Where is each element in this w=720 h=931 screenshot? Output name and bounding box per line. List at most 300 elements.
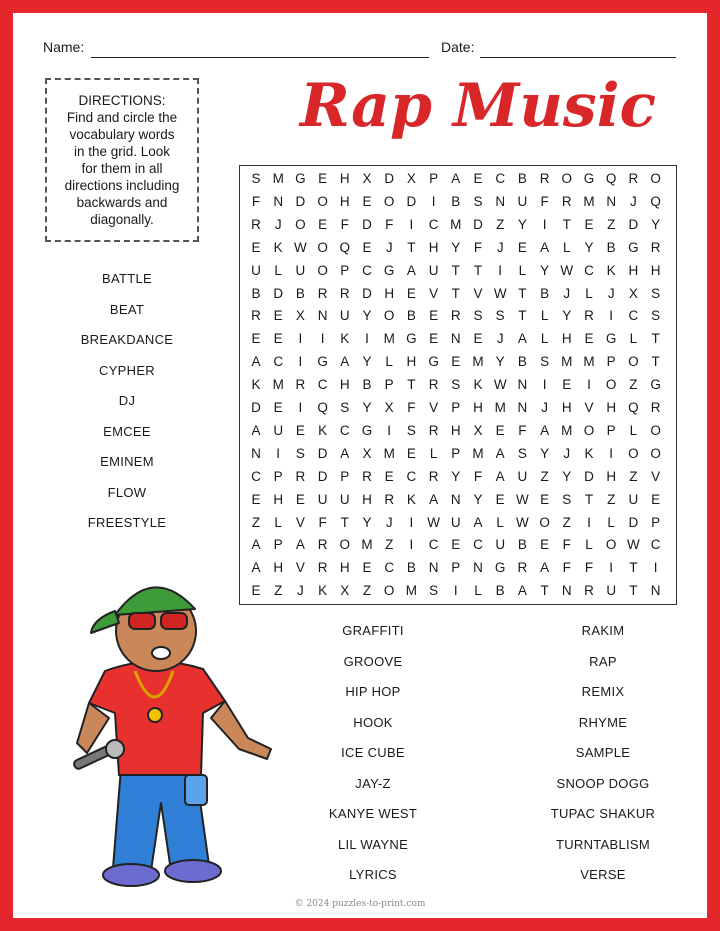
grid-letter[interactable]: U [495, 537, 506, 553]
grid-letter[interactable]: L [496, 514, 504, 530]
grid-letter[interactable]: O [317, 239, 328, 255]
grid-letter[interactable]: K [606, 262, 616, 278]
grid-letter[interactable]: R [384, 491, 395, 507]
grid-letter[interactable]: A [517, 583, 527, 599]
grid-letter[interactable]: J [385, 239, 393, 255]
grid-letter[interactable]: T [540, 583, 549, 599]
grid-letter[interactable]: J [563, 445, 571, 461]
grid-letter[interactable]: I [498, 262, 503, 278]
grid-letter[interactable]: N [473, 560, 483, 576]
grid-letter[interactable]: S [340, 400, 350, 415]
grid-letter[interactable]: P [606, 422, 616, 438]
grid-letter[interactable]: R [317, 560, 328, 576]
grid-letter[interactable]: W [627, 537, 640, 553]
grid-letter[interactable]: S [651, 285, 661, 301]
grid-letter[interactable]: C [495, 171, 506, 186]
grid-letter[interactable]: U [517, 193, 528, 209]
grid-letter[interactable]: S [540, 354, 550, 370]
grid-letter[interactable]: P [451, 445, 461, 461]
grid-letter[interactable]: B [517, 171, 527, 186]
grid-letter[interactable]: P [651, 514, 661, 530]
grid-letter[interactable]: N [251, 445, 261, 461]
grid-letter[interactable]: C [273, 354, 284, 370]
grid-letter[interactable]: X [295, 308, 305, 324]
grid-letter[interactable]: H [339, 171, 350, 186]
grid-letter[interactable]: F [473, 239, 483, 255]
grid-letter[interactable]: D [362, 285, 372, 301]
grid-letter[interactable]: R [362, 468, 372, 484]
grid-letter[interactable]: J [607, 285, 615, 301]
grid-letter[interactable]: A [495, 468, 505, 484]
grid-letter[interactable]: A [340, 354, 350, 370]
grid-letter[interactable]: C [473, 537, 483, 553]
grid-letter[interactable]: Y [495, 354, 505, 370]
grid-letter[interactable]: U [339, 491, 350, 507]
grid-letter[interactable]: I [409, 514, 414, 530]
grid-letter[interactable]: F [340, 216, 349, 232]
grid-letter[interactable]: Q [317, 400, 328, 415]
grid-letter[interactable]: R [628, 171, 639, 186]
grid-letter[interactable]: H [339, 377, 350, 393]
grid-letter[interactable]: K [318, 583, 328, 599]
grid-letter[interactable]: O [339, 537, 351, 553]
grid-letter[interactable]: R [650, 239, 661, 255]
grid-letter[interactable]: C [251, 468, 261, 484]
grid-letter[interactable]: K [406, 491, 416, 507]
grid-letter[interactable]: T [651, 331, 660, 347]
grid-letter[interactable]: W [493, 377, 507, 393]
grid-letter[interactable]: Z [629, 377, 638, 393]
grid-letter[interactable]: N [273, 193, 284, 209]
grid-letter[interactable]: M [583, 354, 595, 370]
grid-letter[interactable]: R [317, 537, 328, 553]
grid-letter[interactable]: A [340, 445, 350, 461]
grid-letter[interactable]: R [317, 285, 328, 301]
grid-letter[interactable]: E [429, 331, 439, 347]
grid-letter[interactable]: P [340, 262, 350, 278]
grid-letter[interactable]: H [561, 331, 572, 347]
grid-letter[interactable]: W [493, 285, 507, 301]
grid-letter[interactable]: M [561, 354, 573, 370]
grid-letter[interactable]: P [451, 400, 461, 415]
grid-letter[interactable]: I [542, 216, 547, 232]
grid-letter[interactable]: I [609, 308, 614, 324]
grid-letter[interactable]: Q [605, 171, 617, 186]
grid-letter[interactable]: D [317, 445, 328, 461]
grid-letter[interactable]: R [339, 285, 350, 301]
grid-letter[interactable]: O [628, 445, 639, 461]
grid-letter[interactable]: U [428, 262, 439, 278]
grid-letter[interactable]: R [295, 468, 306, 484]
grid-letter[interactable]: U [606, 583, 617, 599]
grid-letter[interactable]: E [473, 171, 483, 186]
grid-letter[interactable]: W [294, 239, 307, 255]
grid-letter[interactable]: A [540, 239, 550, 255]
grid-letter[interactable]: Q [650, 193, 661, 209]
grid-letter[interactable]: A [251, 422, 261, 438]
grid-letter[interactable]: G [650, 377, 661, 393]
grid-letter[interactable]: C [584, 262, 594, 278]
grid-letter[interactable]: A [251, 537, 261, 553]
grid-letter[interactable]: H [650, 262, 661, 278]
grid-letter[interactable]: G [406, 331, 417, 347]
grid-letter[interactable]: T [340, 514, 349, 530]
grid-letter[interactable]: H [561, 400, 572, 415]
grid-letter[interactable]: Z [540, 468, 549, 484]
grid-letter[interactable]: L [274, 514, 282, 530]
grid-letter[interactable]: J [385, 514, 393, 530]
grid-letter[interactable]: H [606, 468, 617, 484]
grid-letter[interactable]: J [541, 400, 548, 415]
grid-letter[interactable]: L [607, 514, 615, 530]
grid-letter[interactable]: A [295, 537, 305, 553]
grid-letter[interactable]: D [295, 193, 306, 209]
date-line[interactable] [480, 57, 676, 58]
grid-letter[interactable]: P [273, 537, 283, 553]
grid-letter[interactable]: H [450, 422, 461, 438]
grid-letter[interactable]: Y [362, 400, 372, 415]
grid-letter[interactable]: O [383, 308, 395, 324]
grid-letter[interactable]: B [295, 285, 305, 301]
grid-letter[interactable]: J [630, 193, 637, 209]
grid-letter[interactable]: E [295, 491, 305, 507]
grid-letter[interactable]: I [609, 445, 614, 461]
grid-letter[interactable]: U [273, 422, 284, 438]
grid-letter[interactable]: D [628, 216, 639, 232]
grid-letter[interactable]: A [251, 560, 261, 576]
grid-letter[interactable]: B [362, 377, 372, 393]
grid-letter[interactable]: D [473, 216, 483, 232]
grid-letter[interactable]: V [651, 468, 661, 484]
grid-letter[interactable]: R [428, 422, 439, 438]
grid-letter[interactable]: E [273, 400, 283, 415]
grid-letter[interactable]: N [450, 331, 461, 347]
grid-letter[interactable]: E [362, 193, 372, 209]
grid-letter[interactable]: Y [562, 308, 572, 324]
grid-letter[interactable]: N [428, 560, 439, 576]
grid-letter[interactable]: L [629, 422, 638, 438]
grid-letter[interactable]: P [273, 468, 283, 484]
grid-letter[interactable]: J [274, 216, 282, 232]
grid-letter[interactable]: G [494, 560, 506, 576]
grid-letter[interactable]: A [540, 560, 550, 576]
grid-letter[interactable]: G [628, 239, 639, 255]
grid-letter[interactable]: S [473, 308, 483, 324]
grid-letter[interactable]: T [629, 583, 638, 599]
grid-letter[interactable]: V [473, 285, 483, 301]
grid-letter[interactable]: E [251, 239, 261, 255]
grid-letter[interactable]: W [427, 514, 440, 530]
grid-letter[interactable]: Z [274, 583, 283, 599]
grid-letter[interactable]: X [340, 583, 350, 599]
grid-letter[interactable]: T [584, 491, 594, 507]
grid-letter[interactable]: O [383, 583, 395, 599]
grid-letter[interactable]: G [428, 354, 439, 370]
grid-letter[interactable]: P [384, 377, 394, 393]
grid-letter[interactable]: H [606, 400, 617, 415]
grid-letter[interactable]: D [273, 285, 284, 301]
grid-letter[interactable]: E [318, 171, 328, 186]
grid-letter[interactable]: Z [629, 468, 638, 484]
grid-letter[interactable]: I [276, 445, 281, 461]
grid-letter[interactable]: A [451, 171, 461, 186]
grid-letter[interactable]: O [650, 422, 661, 438]
grid-letter[interactable]: L [629, 331, 638, 347]
grid-letter[interactable]: I [387, 422, 392, 438]
grid-letter[interactable]: M [494, 400, 506, 415]
letter-grid[interactable] [239, 165, 677, 605]
grid-letter[interactable]: O [650, 445, 661, 461]
name-line[interactable] [91, 57, 429, 58]
grid-letter[interactable]: G [605, 331, 617, 347]
grid-letter[interactable]: J [297, 583, 304, 599]
grid-letter[interactable]: X [628, 285, 638, 301]
grid-letter[interactable]: O [605, 377, 617, 393]
grid-letter[interactable]: K [273, 239, 283, 255]
grid-letter[interactable]: N [495, 193, 506, 209]
grid-letter[interactable]: A [406, 262, 416, 278]
grid-letter[interactable]: H [273, 560, 284, 576]
grid-letter[interactable]: R [251, 308, 261, 324]
grid-letter[interactable]: E [429, 308, 439, 324]
grid-letter[interactable]: E [362, 239, 372, 255]
grid-letter[interactable]: T [518, 308, 527, 324]
grid-letter[interactable]: Y [584, 239, 594, 255]
grid-letter[interactable]: L [540, 308, 549, 324]
grid-letter[interactable]: B [251, 285, 261, 301]
grid-letter[interactable]: E [651, 491, 661, 507]
grid-letter[interactable]: J [496, 239, 504, 255]
grid-letter[interactable]: H [339, 560, 350, 576]
grid-letter[interactable]: M [361, 537, 373, 553]
grid-letter[interactable]: L [274, 262, 282, 278]
grid-letter[interactable]: O [605, 537, 617, 553]
grid-letter[interactable]: B [517, 354, 527, 370]
grid-letter[interactable]: V [584, 400, 594, 415]
grid-letter[interactable]: I [320, 331, 325, 347]
grid-letter[interactable]: F [318, 514, 327, 530]
grid-letter[interactable]: S [429, 583, 439, 599]
grid-letter[interactable]: K [251, 377, 261, 393]
grid-letter[interactable]: P [340, 468, 350, 484]
grid-letter[interactable]: T [473, 262, 483, 278]
grid-letter[interactable]: I [542, 377, 547, 393]
grid-letter[interactable]: Y [540, 262, 550, 278]
grid-letter[interactable]: C [650, 537, 661, 553]
grid-letter[interactable]: L [518, 262, 527, 278]
grid-letter[interactable]: T [407, 239, 416, 255]
grid-letter[interactable]: I [298, 354, 303, 370]
grid-letter[interactable]: F [584, 560, 594, 576]
grid-letter[interactable]: Y [562, 468, 572, 484]
grid-letter[interactable]: T [651, 354, 660, 370]
grid-letter[interactable]: I [409, 216, 414, 232]
grid-letter[interactable]: H [628, 262, 639, 278]
grid-letter[interactable]: Y [651, 216, 661, 232]
grid-letter[interactable]: F [518, 422, 527, 438]
grid-letter[interactable]: U [339, 308, 350, 324]
grid-letter[interactable]: V [295, 514, 305, 530]
grid-letter[interactable]: E [584, 216, 594, 232]
grid-letter[interactable]: V [429, 400, 439, 415]
grid-letter[interactable]: T [451, 262, 460, 278]
grid-letter[interactable]: C [339, 422, 350, 438]
grid-letter[interactable]: R [561, 193, 572, 209]
grid-letter[interactable]: L [429, 445, 438, 461]
grid-letter[interactable]: E [295, 422, 305, 438]
grid-letter[interactable]: E [495, 491, 505, 507]
grid-letter[interactable]: I [409, 537, 414, 553]
grid-letter[interactable]: I [431, 193, 436, 209]
grid-letter[interactable]: E [495, 422, 505, 438]
grid-letter[interactable]: Z [362, 583, 372, 599]
grid-letter[interactable]: E [451, 354, 461, 370]
grid-letter[interactable]: T [562, 216, 571, 232]
grid-letter[interactable]: C [428, 216, 439, 232]
grid-letter[interactable]: P [606, 354, 616, 370]
grid-letter[interactable]: S [517, 445, 527, 461]
grid-letter[interactable]: E [362, 560, 372, 576]
grid-letter[interactable]: E [273, 308, 283, 324]
grid-letter[interactable]: O [383, 193, 395, 209]
grid-letter[interactable]: A [251, 354, 261, 370]
grid-letter[interactable]: L [540, 331, 549, 347]
grid-letter[interactable]: B [540, 285, 550, 301]
grid-letter[interactable]: U [450, 514, 461, 530]
grid-letter[interactable]: E [273, 331, 283, 347]
grid-letter[interactable]: Z [251, 514, 261, 530]
grid-letter[interactable]: E [406, 285, 416, 301]
grid-letter[interactable]: R [584, 308, 594, 324]
grid-letter[interactable]: Q [628, 400, 639, 415]
grid-letter[interactable]: B [451, 193, 461, 209]
grid-letter[interactable]: M [272, 171, 284, 186]
grid-letter[interactable]: H [339, 193, 350, 209]
grid-letter[interactable]: Z [562, 514, 571, 530]
grid-letter[interactable]: R [517, 560, 528, 576]
grid-letter[interactable]: L [385, 354, 393, 370]
grid-letter[interactable]: H [362, 491, 372, 507]
grid-letter[interactable]: O [539, 514, 550, 530]
grid-letter[interactable]: Z [385, 537, 394, 553]
grid-letter[interactable]: L [585, 537, 593, 553]
grid-letter[interactable]: O [583, 422, 595, 438]
grid-letter[interactable]: F [562, 560, 571, 576]
grid-letter[interactable]: U [295, 262, 306, 278]
grid-letter[interactable]: V [295, 560, 305, 576]
grid-letter[interactable]: B [517, 537, 527, 553]
grid-letter[interactable]: T [407, 377, 416, 393]
grid-letter[interactable]: E [384, 468, 394, 484]
grid-letter[interactable]: N [517, 400, 528, 415]
grid-letter[interactable]: G [295, 171, 306, 186]
grid-letter[interactable]: T [518, 285, 527, 301]
grid-letter[interactable]: O [317, 193, 328, 209]
grid-letter[interactable]: O [561, 171, 573, 186]
grid-letter[interactable]: R [650, 400, 661, 415]
grid-letter[interactable]: M [583, 193, 595, 209]
grid-letter[interactable]: X [473, 422, 483, 438]
grid-letter[interactable]: F [562, 537, 571, 553]
grid-letter[interactable]: N [450, 491, 461, 507]
grid-letter[interactable]: M [405, 583, 418, 599]
grid-letter[interactable]: A [495, 445, 505, 461]
grid-letter[interactable]: D [406, 193, 417, 209]
grid-letter[interactable]: M [472, 354, 484, 370]
grid-letter[interactable]: G [583, 171, 595, 186]
grid-letter[interactable]: C [628, 308, 639, 324]
grid-letter[interactable]: L [563, 239, 571, 255]
grid-letter[interactable]: F [540, 193, 549, 209]
grid-letter[interactable]: T [629, 560, 638, 576]
grid-letter[interactable]: K [584, 445, 594, 461]
grid-letter[interactable]: N [517, 377, 528, 393]
grid-letter[interactable]: F [251, 193, 261, 209]
grid-letter[interactable]: W [516, 514, 529, 530]
grid-letter[interactable]: F [385, 216, 394, 232]
grid-letter[interactable]: H [273, 491, 284, 507]
grid-letter[interactable]: L [474, 583, 482, 599]
grid-letter[interactable]: E [562, 377, 572, 393]
grid-letter[interactable]: M [450, 216, 462, 232]
grid-letter[interactable]: L [585, 285, 593, 301]
grid-letter[interactable]: Y [473, 491, 483, 507]
grid-letter[interactable]: G [383, 262, 395, 278]
grid-letter[interactable]: D [251, 400, 261, 415]
grid-letter[interactable]: E [251, 491, 261, 507]
grid-letter[interactable]: R [295, 377, 306, 393]
grid-letter[interactable]: N [317, 308, 328, 324]
grid-letter[interactable]: S [406, 422, 416, 438]
grid-letter[interactable]: C [384, 560, 395, 576]
grid-letter[interactable]: N [561, 583, 572, 599]
grid-letter[interactable]: A [540, 422, 550, 438]
grid-letter[interactable]: M [383, 331, 395, 347]
grid-letter[interactable]: U [628, 491, 639, 507]
grid-letter[interactable]: I [609, 560, 614, 576]
grid-letter[interactable]: M [561, 422, 573, 438]
grid-letter[interactable]: E [406, 445, 416, 461]
grid-letter[interactable]: S [562, 491, 572, 507]
grid-letter[interactable]: I [453, 583, 458, 599]
grid-letter[interactable]: B [406, 560, 416, 576]
grid-letter[interactable]: I [365, 331, 369, 347]
grid-letter[interactable]: C [428, 537, 439, 553]
grid-letter[interactable]: Y [362, 514, 372, 530]
grid-letter[interactable]: B [606, 239, 616, 255]
grid-letter[interactable]: A [429, 491, 439, 507]
grid-letter[interactable]: I [587, 377, 591, 393]
grid-letter[interactable]: M [272, 377, 284, 393]
grid-letter[interactable]: V [429, 285, 439, 301]
grid-letter[interactable]: M [383, 445, 395, 461]
grid-letter[interactable]: N [606, 193, 617, 209]
grid-letter[interactable]: R [251, 216, 261, 232]
grid-letter[interactable]: E [540, 491, 550, 507]
grid-letter[interactable]: P [429, 171, 439, 186]
grid-letter[interactable]: D [362, 216, 372, 232]
grid-letter[interactable]: R [450, 308, 461, 324]
grid-letter[interactable]: M [472, 445, 484, 461]
grid-letter[interactable]: J [496, 331, 504, 347]
grid-letter[interactable]: X [362, 171, 372, 186]
grid-letter[interactable]: G [317, 354, 328, 370]
grid-letter[interactable]: E [540, 537, 550, 553]
grid-letter[interactable]: U [317, 491, 328, 507]
grid-letter[interactable]: X [406, 171, 416, 186]
grid-letter[interactable]: I [298, 331, 303, 347]
grid-letter[interactable]: C [317, 377, 328, 393]
